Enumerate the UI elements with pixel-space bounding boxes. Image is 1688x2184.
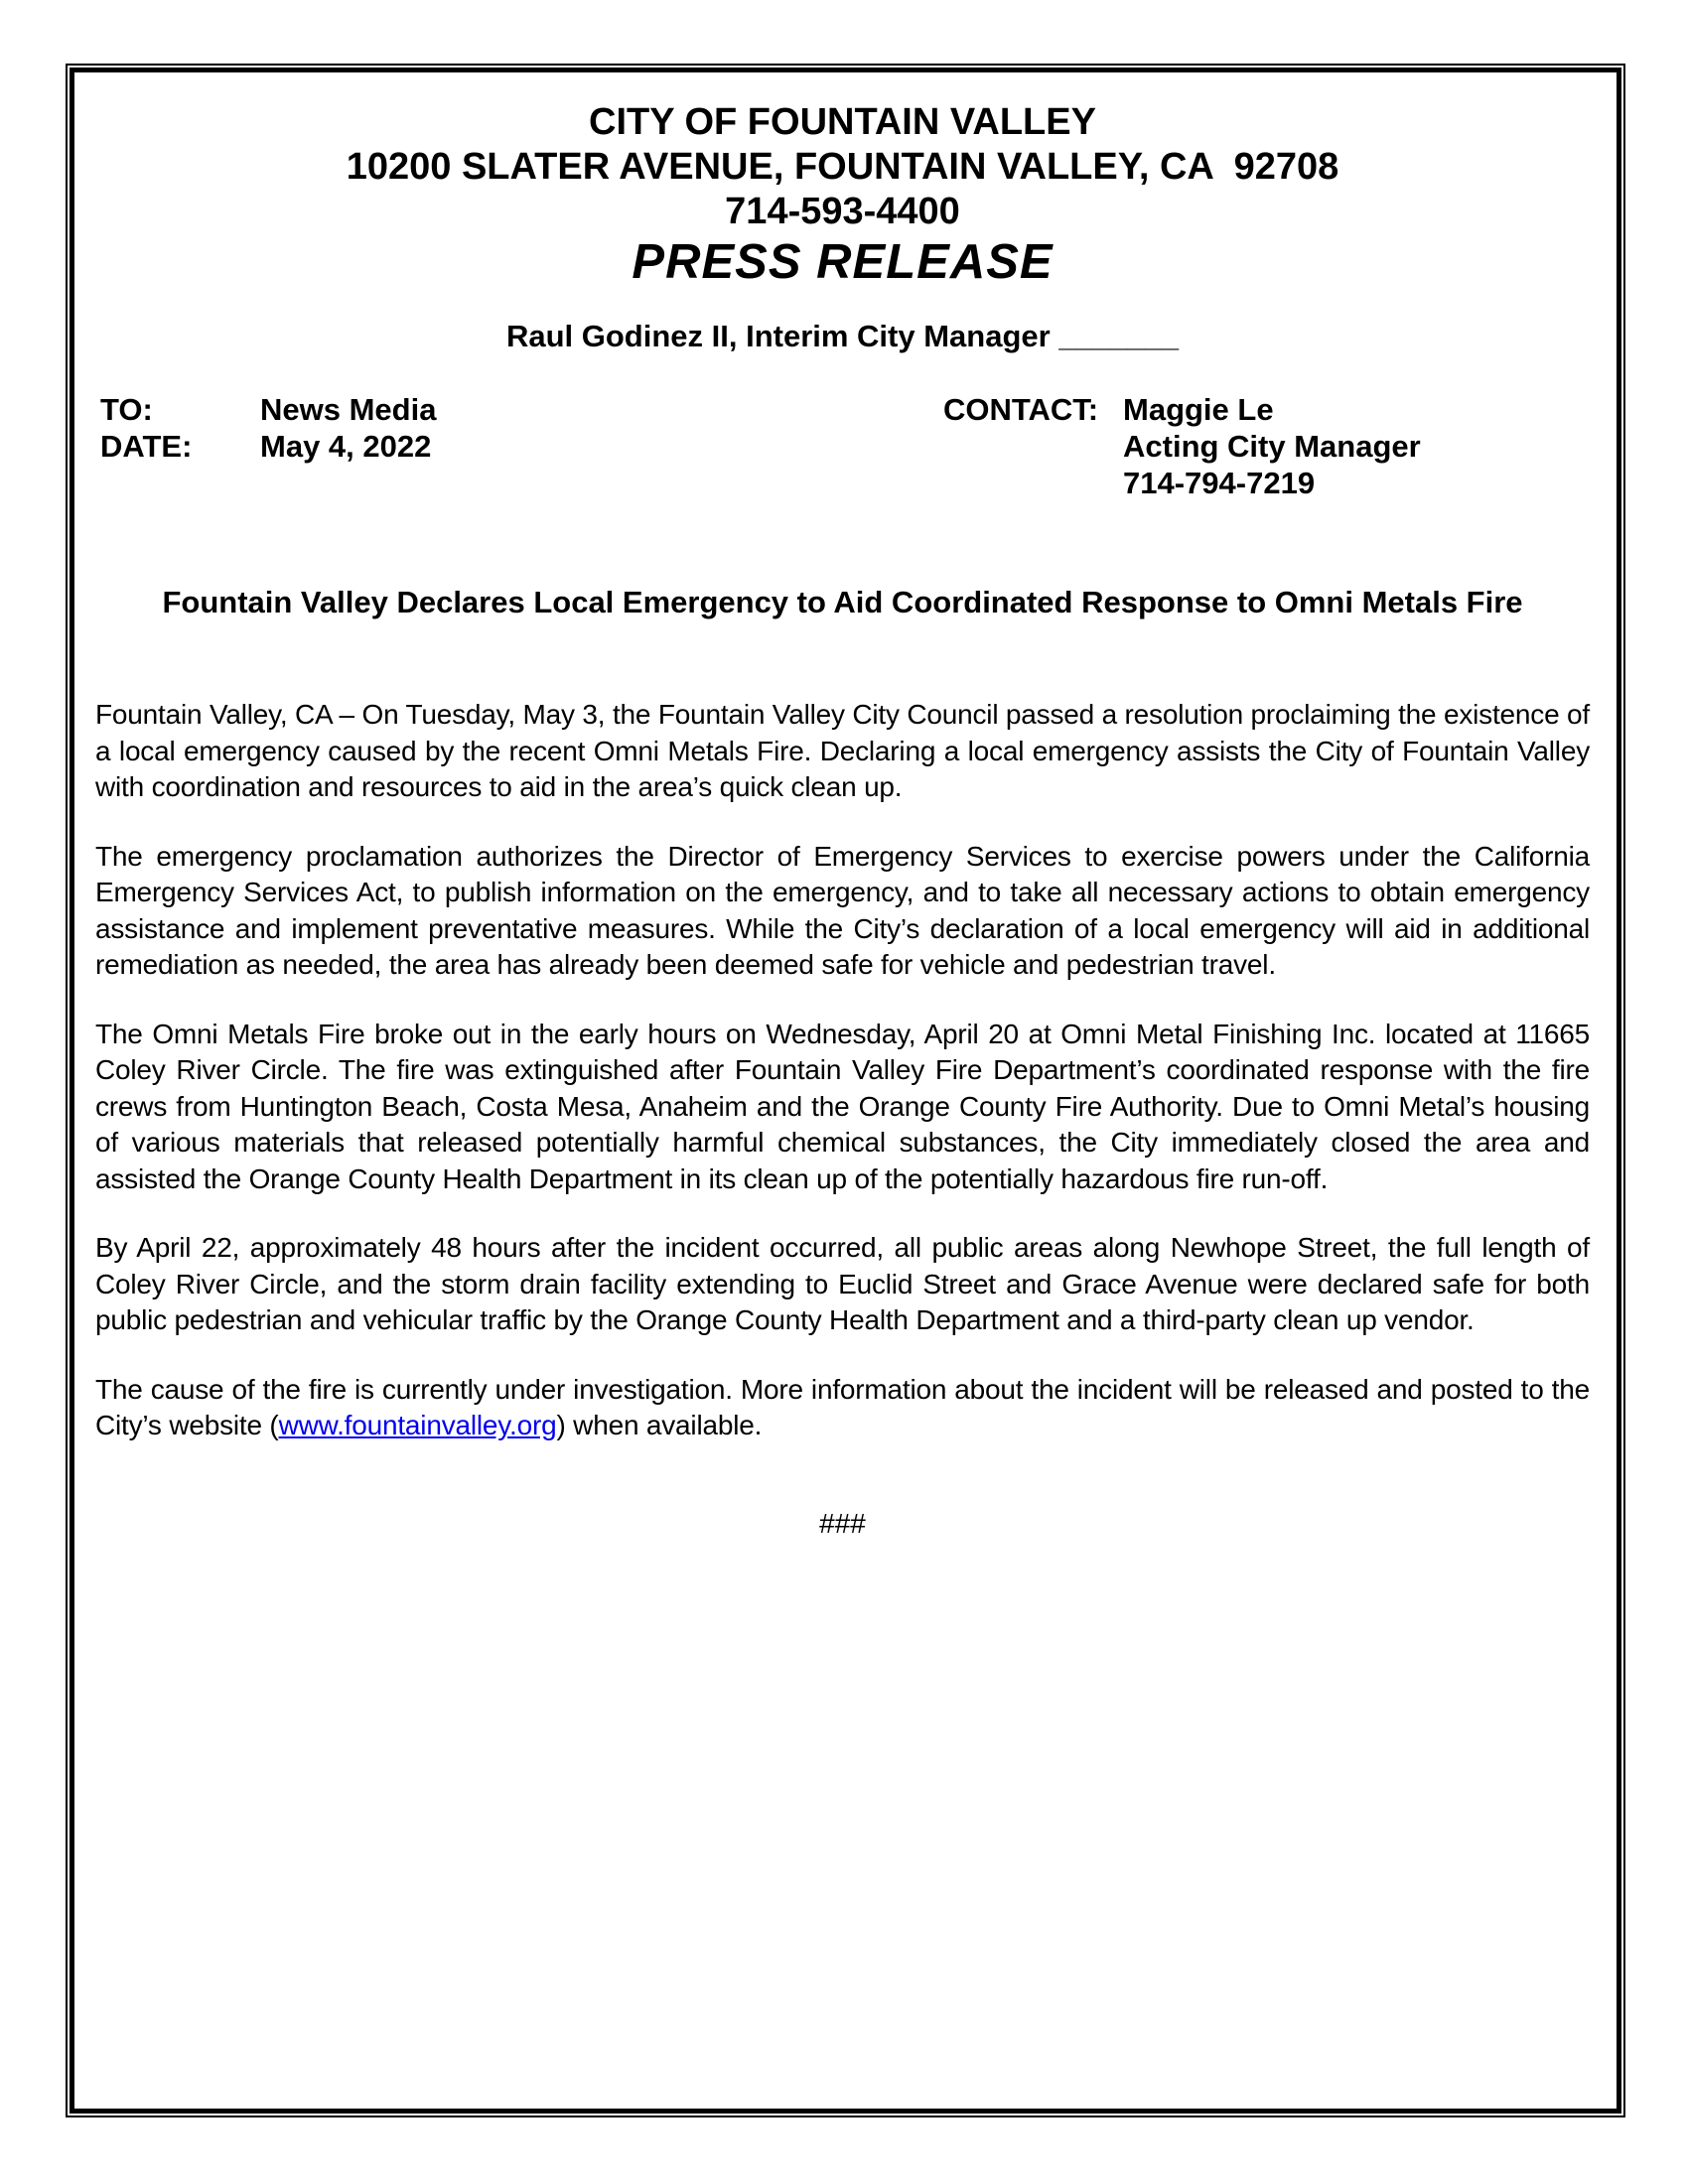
- to-label: TO:: [100, 392, 153, 427]
- body-paragraph-2: The emergency proclamation authorizes the Director of Emergency Services to exercise powers under the California Emergency Services Act, to publish information on the emergency, and to take all necessary actions to obtain emergency assistance and implement preventative measures. While the City’s declaration of a local emergency will aid in additional remediation as needed, the area has already been deemed safe for vehicle and pedestrian travel.: [95, 840, 1590, 980]
- body-paragraph-1: Fountain Valley, CA – On Tuesday, May 3, the Fountain Valley City Council passed a resolution proclaiming the existence of a local emergency caused by the recent Omni Metals Fire. Declaring a local emergency assists the City of Fountain Valley with coordination and resources to aid in the area’s quick clean up.: [95, 699, 1591, 802]
- closing-text-after-link: ) when available.: [556, 1410, 763, 1440]
- byline: [95, 318, 1590, 354]
- memo-fields: [95, 391, 1590, 502]
- headline: Fountain Valley Declares Local Emergency to Aid Coordinated Response to Omni Metals Fire: [162, 585, 1523, 619]
- date-label: DATE:: [100, 429, 193, 464]
- contact-phone: 714-794-7219: [1123, 466, 1316, 500]
- document-content: [74, 72, 1617, 2109]
- body-text: [95, 697, 1590, 1444]
- document-border-inner: [70, 68, 1621, 2114]
- contact-label: CONTACT:: [943, 392, 1099, 427]
- city-manager-name: Raul Godinez II, Interim City Manager: [505, 319, 1051, 353]
- date-value: May 4, 2022: [260, 429, 432, 464]
- letterhead: [95, 100, 1590, 291]
- contact-name: Maggie Le: [1123, 392, 1274, 427]
- to-value: News Media: [260, 392, 437, 427]
- phone-line: 714-593-4400: [725, 191, 960, 232]
- organization-name: CITY OF FOUNTAIN VALLEY: [589, 101, 1096, 143]
- contact-title: Acting City Manager: [1123, 429, 1421, 464]
- address-line: 10200 SLATER AVENUE, FOUNTAIN VALLEY, CA 92708: [346, 146, 1339, 188]
- document-border-outer: [66, 64, 1625, 2117]
- signature-blank: _______: [1058, 319, 1180, 353]
- body-paragraph-5: [95, 1372, 1590, 1444]
- body-paragraph-3: The Omni Metals Fire broke out in the early hours on Wednesday, April 20 at Omni Metal Finishing Inc. located at 11665 Coley River Circle. The fire was extinguished after Fountain Valley Fire Department’s coordinated response with the fire crews from Huntington Beach, Costa Mesa, Anaheim and the Orange County Fire Authority. Due to Omni Metal’s housing of various materials that released potentially harmful chemical substances, the City immediately closed the area and assisted the Orange County Health Department in its clean up of the potentially hazardous fire run-off.: [95, 1018, 1590, 1194]
- website-link[interactable]: www.fountainvalley.org: [278, 1410, 557, 1440]
- body-paragraph-4: By April 22, approximately 48 hours after the incident occurred, all public areas along Newhope Street, the full length of Coley River Circle, and the storm drain facility extending to Euclid Street and Grace Avenue were declared safe for both public pedestrian and vehicular traffic by the Orange County Health Department and a third-party clean up vendor.: [95, 1232, 1590, 1335]
- closing-text-before-link: The cause of the fire is currently under investigation. More information about the incident will be released and posted to the City’s website (: [95, 1373, 1590, 1440]
- document-type-title: PRESS RELEASE: [632, 235, 1054, 289]
- end-mark: ###: [819, 1507, 866, 1539]
